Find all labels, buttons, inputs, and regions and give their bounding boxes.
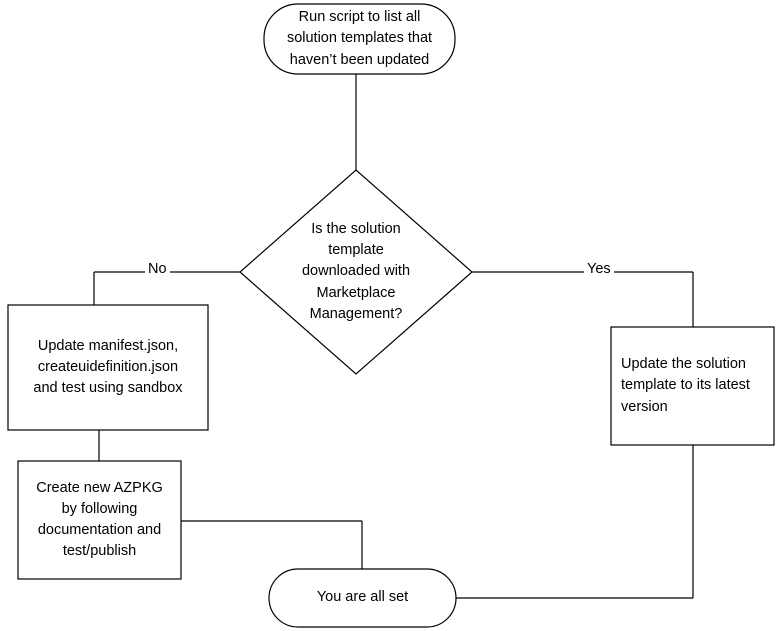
- node-decision-shape[interactable]: [240, 170, 472, 374]
- node-create-azpkg-label: Create new AZPKG by following documentation and test/publish: [36, 479, 163, 560]
- node-decision-label: Is the solution template downloaded with Marketplace Management?: [301, 221, 411, 322]
- node-start-label: Run script to list all solution templates that haven’t been updated: [286, 9, 433, 68]
- node-create-azpkg-shape[interactable]: [18, 461, 181, 579]
- node-update-solution-shape[interactable]: [611, 327, 774, 445]
- node-start-shape[interactable]: [264, 4, 455, 74]
- node-update-solution-label: Update the solution template to its latest version: [621, 356, 750, 415]
- edge-label-yes: Yes: [584, 261, 614, 277]
- node-update-manifest-label: Update manifest.json, createuidefinition.json and test using sandbox: [33, 337, 183, 396]
- node-update-manifest-shape[interactable]: [8, 305, 208, 430]
- node-end-label: You are all set: [316, 589, 409, 606]
- node-end-shape[interactable]: [269, 569, 456, 627]
- edge-label-no: No: [145, 261, 170, 277]
